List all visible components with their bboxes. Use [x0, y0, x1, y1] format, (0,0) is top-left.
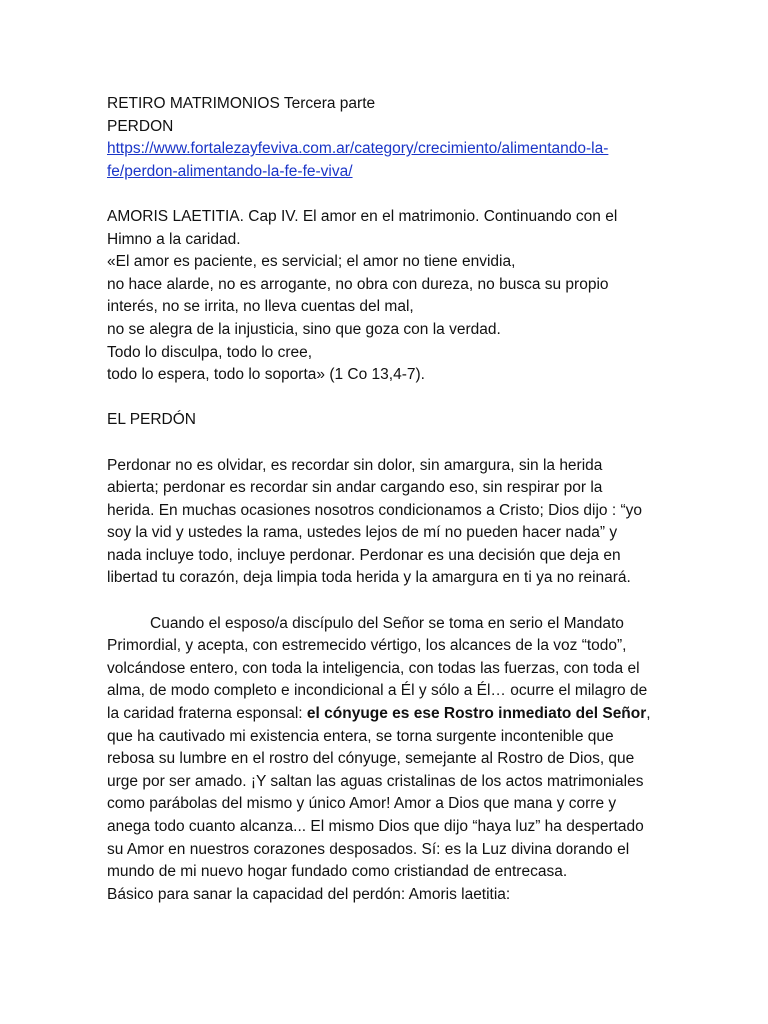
- paragraph-text: ,: [646, 705, 651, 723]
- paragraph-line: libertad tu corazón, deja limpia toda herida y la amargura en ti ya no reinará.: [107, 569, 631, 587]
- spacer: [107, 590, 667, 613]
- quote-line: Todo lo disculpa, todo lo cree,: [107, 343, 313, 361]
- quote-line: no hace alarde, no es arrogante, no obra con dureza, no busca su propio: [107, 275, 609, 293]
- paragraph-line-with-emphasis: [107, 703, 667, 726]
- paragraph-line: Básico para sanar la capacidad del perdón: Amoris laetitia:: [107, 885, 511, 903]
- paragraph-line: anega todo cuanto alcanza... El mismo Dios que dijo “haya luz” ha despertado: [107, 818, 644, 835]
- paragraph-line: nada incluye todo, incluye perdonar. Perdonar es una decisión que deja en: [107, 546, 621, 564]
- source-link-line-1[interactable]: https://www.fortalezayfeviva.com.ar/category/crecimiento/alimentando-la-: [107, 140, 609, 158]
- document-subtitle: PERDON: [107, 117, 174, 135]
- quote-line: no se alegra de la injusticia, sino que goza con la verdad.: [107, 320, 501, 338]
- spacer: [107, 387, 667, 410]
- paragraph-text: la caridad fraterna esponsal:: [107, 705, 307, 723]
- spacer: [107, 432, 667, 455]
- paragraph-line: alma, de modo completo e incondicional a Él y sólo a Él… ocurre el milagro de: [107, 682, 648, 700]
- section-heading: EL PERDÓN: [107, 411, 197, 429]
- paragraph-line: que ha cautivado mi existencia entera, se torna surgente incontenible que: [107, 727, 614, 745]
- emphasized-text: el cónyuge es ese Rostro inmediato del Señor: [306, 705, 647, 723]
- source-link-line-2[interactable]: fe/perdon-alimentando-la-fe-fe-viva/: [107, 162, 353, 180]
- paragraph-line: herida. En muchas ocasiones nosotros condicionamos a Cristo; Dios dijo : “yo: [107, 501, 643, 519]
- paragraph-line: Primordial, y acepta, con estremecido vértigo, los alcances de la voz “todo”,: [107, 637, 627, 655]
- paragraph-line: como parábolas del mismo y único Amor! Amor a Dios que mana y corre y: [107, 795, 617, 813]
- quote-line: interés, no se irrita, no lleva cuentas del mal,: [107, 298, 414, 316]
- quote-line: todo lo espera, todo lo soporta» (1 Co 13,4-7).: [107, 366, 425, 384]
- paragraph-line: abierta; perdonar es recordar sin andar cargando eso, sin respirar por la: [107, 479, 603, 497]
- quote-line: «El amor es paciente, es servicial; el amor no tiene envidia,: [107, 253, 516, 271]
- paragraph-line: rebosa su lumbre en el rostro del cónyuge, semejante al Rostro de Dios, que: [107, 750, 635, 768]
- intro-line: Himno a la caridad.: [107, 230, 241, 248]
- intro-line: AMORIS LAETITIA. Cap IV. El amor en el matrimonio. Continuando con el: [107, 207, 618, 225]
- document-body: [107, 93, 667, 906]
- paragraph-line: soy la vid y ustedes la rama, ustedes lejos de mí no pueden hacer nada” y: [107, 524, 618, 542]
- document-title: RETIRO MATRIMONIOS Tercera parte: [107, 95, 376, 112]
- paragraph-line: urge por ser amado. ¡Y saltan las aguas cristalinas de los actos matrimoniales: [107, 772, 644, 790]
- paragraph-line: mundo de mi nuevo hogar fundado como cristiandad de entrecasa.: [107, 863, 568, 881]
- paragraph-line: Perdonar no es olvidar, es recordar sin dolor, sin amargura, sin la herida: [107, 456, 603, 474]
- paragraph-line: volcándose entero, con toda la inteligencia, con todas las fuerzas, con toda el: [107, 659, 640, 677]
- paragraph-line: su Amor en nuestros corazones desposados. Sí: es la Luz divina dorando el: [107, 840, 630, 858]
- paragraph-line: Cuando el esposo/a discípulo del Señor se toma en serio el Mandato: [150, 614, 624, 632]
- spacer: [107, 183, 667, 206]
